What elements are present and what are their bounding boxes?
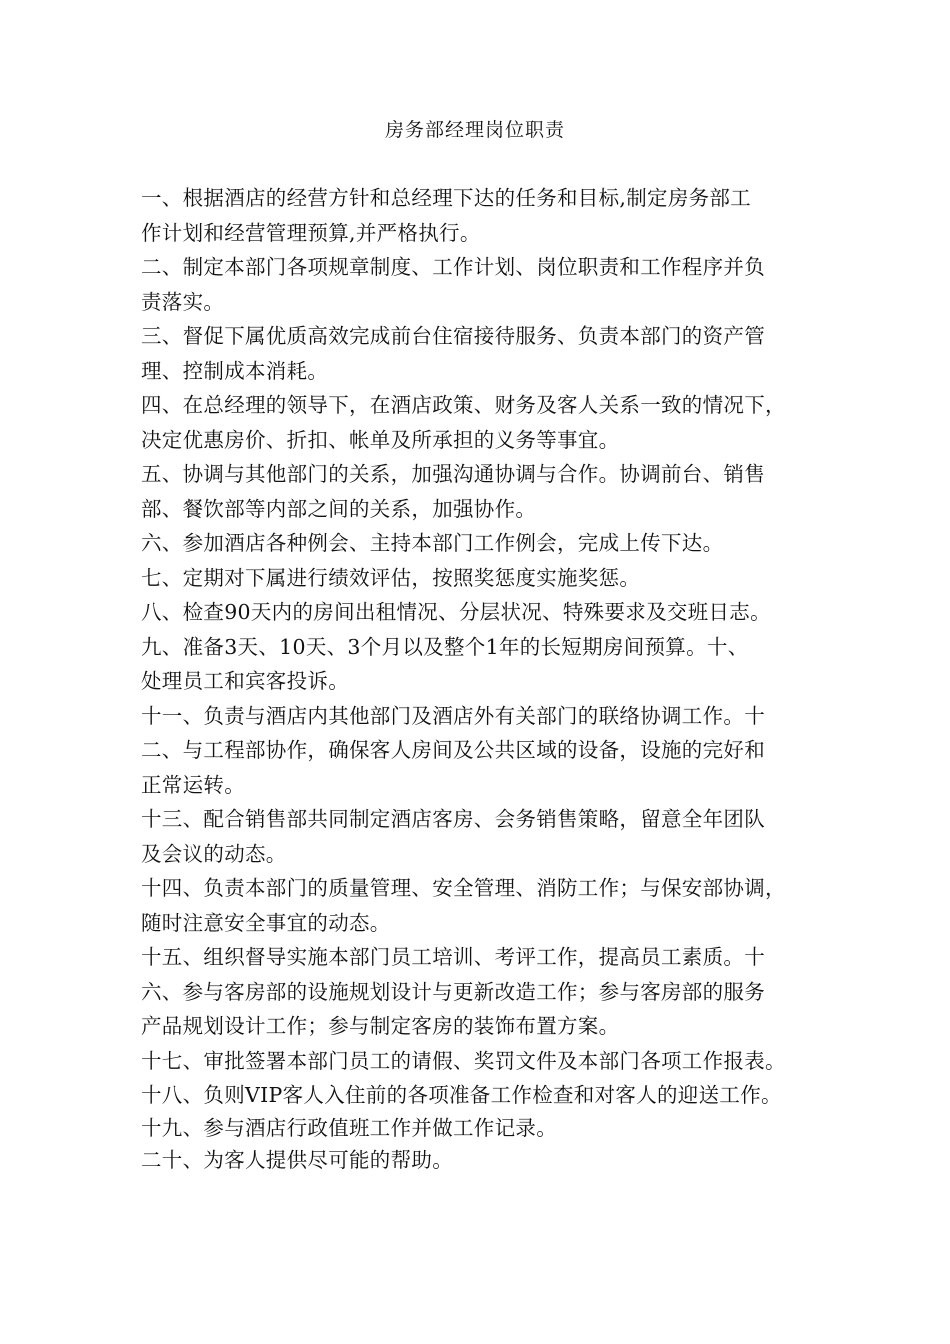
- text-line: 随时注意安全事宜的动态。: [141, 910, 391, 935]
- text-line: 二十、为客人提供尽可能的帮助。: [141, 1147, 453, 1172]
- text-line: 处理员工和宾客投诉。: [141, 669, 349, 693]
- text-line: 四、在总经理的领导下，在酒店政策、财务及客人关系一致的情况下，: [141, 393, 786, 417]
- text-line: 产品规划设计工作；参与制定客房的装饰布置方案。: [141, 1014, 620, 1038]
- text-line: 七、定期对下属进行绩效评估，按照奖惩度实施奖惩。: [141, 565, 641, 590]
- text-line: 决定优惠房价、折扣、帐单及所承担的义务等事宜。: [141, 427, 620, 452]
- document-body: [141, 181, 841, 1177]
- text-line: 及会议的动态。: [141, 841, 287, 866]
- text-line: 十五、组织督导实施本部门员工培训、考评工作，提高员工素质。十: [141, 945, 765, 969]
- text-line: 十三、配合销售部共同制定酒店客房、会务销售策略，留意全年团队: [141, 807, 765, 831]
- document-title: 房务部经理岗位职责: [384, 119, 565, 141]
- text-line: 部、餐饮部等内部之间的关系，加强协作。: [141, 496, 537, 521]
- text-line: 五、协调与其他部门的关系，加强沟通协调与合作。协调前台、销售: [141, 462, 765, 486]
- text-line: 二、制定本部门各项规章制度、工作计划、岗位职责和工作程序并负: [141, 255, 765, 279]
- text-line: 六、参加酒店各种例会、主持本部门工作例会，完成上传下达。: [141, 531, 724, 555]
- text-line: 九、准备3天、10天、3个月以及整个1年的长短期房间预算。十、: [141, 634, 749, 659]
- text-line: 作计划和经营管理预算,并严格执行。: [141, 220, 481, 245]
- text-line: 三、督促下属优质高效完成前台住宿接待服务、负责本部门的资产管: [141, 324, 765, 348]
- text-line: 十七、审批签署本部门员工的请假、奖罚文件及本部门各项工作报表。: [141, 1048, 786, 1073]
- text-line: 六、参与客房部的设施规划设计与更新改造工作；参与客房部的服务: [141, 979, 765, 1004]
- text-line: 八、检查90天内的房间出租情况、分层状况、特殊要求及交班日志。: [141, 600, 771, 624]
- text-line: 十四、负责本部门的质量管理、安全管理、消防工作；与保安部协调，: [141, 876, 786, 900]
- text-line: 责落实。: [141, 289, 225, 314]
- text-line: 二、与工程部协作，确保客人房间及公共区域的设备，设施的完好和: [141, 738, 765, 762]
- text-line: 正常运转。: [141, 772, 245, 797]
- text-line: 十一、负责与酒店内其他部门及酒店外有关部门的联络协调工作。十: [141, 703, 765, 728]
- text-line: 十八、负则VIP客人入住前的各项准备工作检查和对客人的迎送工作。: [141, 1083, 782, 1107]
- text-line: 理、控制成本消耗。: [141, 358, 329, 383]
- text-line: 一、根据酒店的经营方针和总经理下达的任务和目标,制定房务部工: [141, 186, 752, 210]
- text-line: 十九、参与酒店行政值班工作并做工作记录。: [141, 1115, 557, 1140]
